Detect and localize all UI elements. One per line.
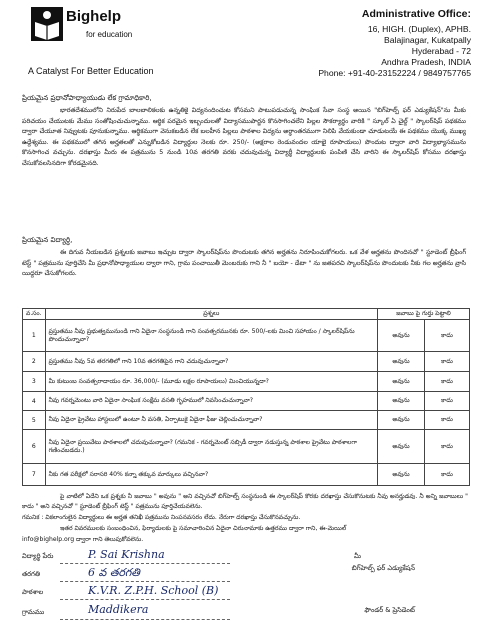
row-number: 1: [23, 320, 46, 352]
header-question: ప్రశ్నలు: [45, 309, 377, 320]
brand-name: Bighelp: [66, 8, 121, 25]
student-paragraph: [22, 248, 466, 280]
student-name-label: విద్యార్థి పేరు: [22, 552, 54, 560]
disability-note: గమనిక : వికలాంగులైన విద్యార్థులు ఈ అర్హత తనిఖీ పత్రమును నింపనవసరం లేదు. నేరుగా దరఖాస్తు చేసుకొనవచ్చును.: [22, 514, 301, 521]
table-row: [23, 320, 470, 352]
yes-option[interactable]: అవును: [378, 352, 425, 372]
table-header-row: [23, 309, 470, 320]
student-name-line: [60, 563, 230, 564]
village-line: [60, 619, 230, 620]
yes-option[interactable]: అవును: [378, 372, 425, 392]
yes-option[interactable]: అవును: [378, 320, 425, 352]
table-row: [23, 411, 470, 430]
no-option[interactable]: కాదు: [425, 411, 470, 430]
contact-note: ఇతర వివరములకు సంబంధించిన, ఫిర్యాదులకు పై సమాచారించిన ఏదైనా చిరునామాకు ఉత్తరము ద్వారా గాని, ఈ-మెయిల్: [60, 525, 347, 532]
office-title: Administrative Office:: [361, 8, 471, 20]
row-question: మీ కుటుంబ సంవత్సరాదాయం రూ. 36,000/- (మూడు లక్షల రూపాయలు) మించియున్నదా?: [45, 372, 377, 392]
row-question: ప్రస్తుతము నీవు ప్రభుత్వమునుండి గాని ఏదైనా సంస్థనుండి గాని సంవత్సరమునకు రూ. 500/-లకు మించి సహాయం / స్కాలర్‌షిప్‌ను పొందుచున్నావా?: [45, 320, 377, 352]
student-text: ఈ దిగువ నీయబడిన ప్రశ్నలకు జవాబు ఇచ్చుట ద్వారా స్కాలర్‌షిప్‌ను పొందుటకు తగిన అర్హతను నిరూపించుకోగలరు. ఒక వేళ అర్హతను పొందినచో " స్టూడెంట్ బ్రీఫింగ్ టెస్ట్ " పత్రమును పూర్తిచేసి మీ ప్రధానోపాధ్యాయుల ద్వారా గాని, గ్రామ పంచాయితీ మెంబరుకు గాని నీ " బయో - డేటా " ను జతపరచి స్కాలర్‌షిప్‌ను పొందుటకు నీకు గల అర్హతను వ్రాసి యిద్దరూ చేసుకోగలరు.: [22, 249, 466, 278]
yes-option[interactable]: అవును: [378, 464, 425, 486]
intro-text: భారతదేశములోని నిరుపేద బాలబాలికలకు ఉన్నతికై విద్యనందించుట కోసమని పాటుపడుచున్న సాంఘిక సేవా సంస్థ అయిన "బిగ్‌హెల్ప్ ఫర్ ఎడ్యుకేషన్"ను మీకు పరిచయం చేయుటకు మేము సంతోషించుచున్నాము. ఆర్థిక పరమైన ఇబ్బందులతో విద్యాసముపార్జన కొనసాగించలేని పిల్లల సౌకర్యార్థం వారికి " స్కూల్ ఏ చైల్డ్ " స్కాలర్‌షిప్ పథకము ద్వారా చేయూత నివ్వుటకు పూనుకున్నాము. ఆర్థికముగా వెనుకబడిన లేక బలహీన పిల్లలు పాఠశాల విద్యను అర్థాంతరముగా నిలిపి వేయకుండా చూడుటయే ఈ పథకము యొక్క ముఖ్య ఉద్దేశ్యము. ఈ పథకములో తగిన అర్హతలతో ఎన్నుకోబడిన విద్యార్థుల నెలకు రూ. 250/- (అక్షరాల రెండువందల యాభై రూపాయలు) పొందుట ద్వారా వారి విద్యాభ్యాసమును కొనసాగించ వచ్చును. దరఖాస్తు మీరు ఈ పత్రమును 5 నుండి 10వ తరగతి వరకు చదువుచున్న విద్యార్థీ విద్యార్థులకు పంపిణి చేసి వారిని ఈ స్కాలర్‌షిప్ కోసము దరఖాస్తు చేసుకోవలసినదిగా కోరడమైనది.: [22, 107, 466, 167]
student-name-field[interactable]: P. Sai Krishna: [88, 548, 165, 561]
phone-line: Phone: +91-40-23152224 / 9849757765: [318, 68, 471, 78]
contact-email: info@bighelp.org ద్వారా గాని తెలుపుకోవలెను.: [22, 536, 144, 543]
no-option[interactable]: కాదు: [425, 352, 470, 372]
brand-subtitle: for education: [86, 30, 133, 39]
no-option[interactable]: కాదు: [425, 430, 470, 464]
yes-option[interactable]: అవును: [378, 430, 425, 464]
row-number: 4: [23, 392, 46, 411]
address-line: Andhra Pradesh, INDIA: [381, 57, 471, 67]
school-label: పాఠశాల: [22, 588, 44, 596]
signoff-yours: మీ: [354, 552, 361, 560]
salutation-headmaster: ప్రియమైన ప్రధానోపాధ్యాయుడు లేక గ్రామాధికారి,: [22, 94, 152, 102]
class-line: [60, 581, 230, 582]
no-option[interactable]: కాదు: [425, 372, 470, 392]
row-question: నీవు గవర్నమెంటు వారి ఏదైనా సాంఘిక సంక్షేమ వసతి గృహములో నివసించుచున్నావా?: [45, 392, 377, 411]
row-number: 3: [23, 372, 46, 392]
salutation-student: ప్రియమైన విద్యార్థి,: [22, 236, 73, 244]
row-number: 2: [23, 352, 46, 372]
header-serial: వ.సం.: [23, 309, 46, 320]
signoff-organization: బిగ్‌హెల్ప్ ఫర్ ఎడ్యుకేషన్: [351, 564, 415, 572]
address-line: 16, HIGH. (Duplex), APHB.: [367, 24, 471, 34]
table-row: [23, 464, 470, 486]
village-field[interactable]: Maddikera: [88, 603, 149, 616]
class-label: తరగతి: [22, 570, 41, 578]
table-row: [23, 430, 470, 464]
row-question: నీకు గత పరీక్షలో సరాసరి 40% కన్నా తక్కువ మార్కులు వచ్చినవా?: [45, 464, 377, 486]
eligibility-table: [22, 308, 470, 486]
no-option[interactable]: కాదు: [425, 464, 470, 486]
bighelp-logo: [30, 6, 64, 42]
yes-option[interactable]: అవును: [378, 392, 425, 411]
table-row: [23, 392, 470, 411]
no-option[interactable]: కాదు: [425, 320, 470, 352]
intro-paragraph: [22, 106, 466, 170]
header-answer: జవాబు పై గుర్తు పెట్టాలి: [378, 309, 470, 320]
class-field[interactable]: 6 వ తరగతి: [88, 566, 140, 579]
eligibility-note: పై వాటిలో ఏదేని ఒక ప్రశ్నకు నీ జవాబు " అవును " అని వచ్చినచో బిగ్‌హెల్ప్ సంస్థనుండి ఈ స్కాలర్‌షిప్ కొరకు దరఖాస్తు చేసుకొనుటకు నీవు అనర్హుడవు. నీ అన్ని జవాబులు " కాదు " అని వచ్చినచో " స్టూడెంట్ బ్రీఫింగ్ టెస్ట్ " పత్రమును పూర్తిచేయవలెను.: [22, 493, 468, 510]
table-row: [23, 372, 470, 392]
village-label: గ్రామము: [22, 608, 45, 616]
signoff-founder: ఫౌండర్ & ప్రెసిడెంట్: [364, 606, 415, 614]
no-option[interactable]: కాదు: [425, 392, 470, 411]
row-number: 6: [23, 430, 46, 464]
row-number: 7: [23, 464, 46, 486]
yes-option[interactable]: అవును: [378, 411, 425, 430]
school-field[interactable]: K.V.R. Z.P.H. School (B): [88, 584, 219, 597]
school-line: [60, 599, 230, 600]
row-number: 5: [23, 411, 46, 430]
row-question: నీవు ఏదైనా ప్రయివేటు పాఠశాలలో చదువుచున్నావా? (గమనిక - గవర్నమెంట్ సబ్సిడీ ద్వారా నడుస్తున్న పాఠశాల ప్రైవేటు పాఠశాలగా గణించబడదు.): [45, 430, 377, 464]
row-question: నీవు ఏదైనా ప్రైవేటు హాస్టలులో ఉంటూ నీ వసతి, ఏర్పాటుకై ఏదైనా ఫీజు చెల్లించుచున్నావా?: [45, 411, 377, 430]
address-line: Balajinagar, Kukatpally: [384, 35, 471, 45]
tagline: A Catalyst For Better Education: [28, 66, 154, 76]
table-row: [23, 352, 470, 372]
row-question: ప్రస్తుతము నీవు 5వ తరగతిలో గాని 10వ తరగతిపైన గాని చదువుచున్నావా?: [45, 352, 377, 372]
address-line: Hyderabad - 72: [411, 46, 471, 56]
